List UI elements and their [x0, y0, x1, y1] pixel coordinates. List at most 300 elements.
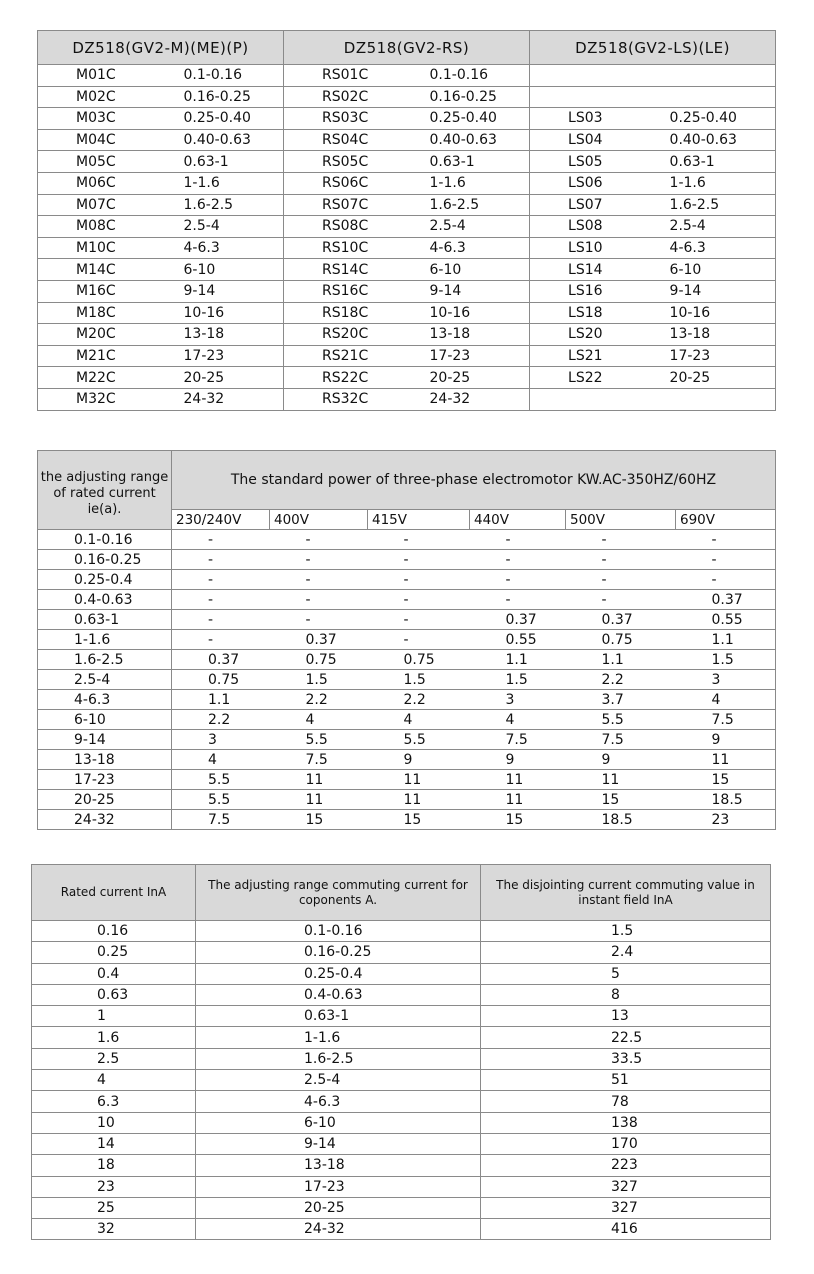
power-value-cell: -	[470, 550, 566, 570]
ls-model-code	[530, 86, 670, 108]
power-value-cell: 2.2	[368, 690, 470, 710]
rated-row	[32, 1070, 771, 1091]
rated-current-cell: 1.6	[32, 1027, 196, 1048]
rs-model-code: RS16C	[284, 280, 430, 302]
power-value-cell: 11	[270, 770, 368, 790]
power-table-body	[38, 530, 776, 830]
ls-model-code: LS08	[530, 216, 670, 238]
ls-model-code	[530, 388, 670, 410]
rated-table-body	[32, 921, 771, 1240]
rs-model-code: RS14C	[284, 259, 430, 281]
power-value-cell: 4	[270, 710, 368, 730]
rs-current-range: 13-18	[430, 324, 530, 346]
ls-current-range: 6-10	[670, 259, 776, 281]
power-value-cell: 1.1	[676, 630, 776, 650]
rs-current-range: 0.16-0.25	[430, 86, 530, 108]
power-row	[38, 730, 776, 750]
power-value-cell: 18.5	[676, 790, 776, 810]
current-range-cell: 1.6-2.5	[38, 650, 172, 670]
power-value-cell: 15	[676, 770, 776, 790]
rated-row	[32, 1176, 771, 1197]
rs-current-range: 0.1-0.16	[430, 65, 530, 87]
power-table-header-row	[38, 451, 776, 510]
power-value-cell: 11	[470, 770, 566, 790]
power-value-cell: 7.5	[566, 730, 676, 750]
model-row	[38, 194, 776, 216]
ls-model-code: LS14	[530, 259, 670, 281]
rs-current-range: 17-23	[430, 345, 530, 367]
power-value-cell: -	[270, 610, 368, 630]
ls-model-code: LS06	[530, 172, 670, 194]
model-range-table	[37, 30, 776, 411]
current-range-cell: 13-18	[38, 750, 172, 770]
model-row	[38, 216, 776, 238]
rs-current-range: 0.25-0.40	[430, 108, 530, 130]
power-value-cell: 7.5	[676, 710, 776, 730]
power-value-cell: 0.55	[470, 630, 566, 650]
rated-row	[32, 1155, 771, 1176]
m-current-range: 0.63-1	[184, 151, 284, 173]
power-row	[38, 550, 776, 570]
power-value-cell: 7.5	[470, 730, 566, 750]
adjusting-range-cell: 1.6-2.5	[196, 1048, 481, 1069]
power-value-cell: -	[270, 590, 368, 610]
rs-model-code: RS06C	[284, 172, 430, 194]
rs-current-range: 24-32	[430, 388, 530, 410]
adjusting-range-cell: 6-10	[196, 1112, 481, 1133]
power-row	[38, 610, 776, 630]
m-current-range: 1.6-2.5	[184, 194, 284, 216]
m-current-range: 0.40-0.63	[184, 129, 284, 151]
rs-model-code: RS01C	[284, 65, 430, 87]
m-model-code: M07C	[38, 194, 184, 216]
power-value-cell: 1.1	[470, 650, 566, 670]
m-model-code: M32C	[38, 388, 184, 410]
m-current-range: 0.25-0.40	[184, 108, 284, 130]
power-value-cell: 1.5	[470, 670, 566, 690]
power-value-cell: 15	[368, 810, 470, 830]
power-value-cell: 15	[470, 810, 566, 830]
ls-model-code: LS03	[530, 108, 670, 130]
rs-model-code: RS02C	[284, 86, 430, 108]
model-row	[38, 367, 776, 389]
power-value-cell: -	[172, 630, 270, 650]
m-current-range: 0.1-0.16	[184, 65, 284, 87]
voltage-header: 440V	[470, 510, 566, 530]
voltage-header: 690V	[676, 510, 776, 530]
power-value-cell: 7.5	[270, 750, 368, 770]
power-row	[38, 590, 776, 610]
disjointing-value-cell: 8	[481, 984, 771, 1005]
ls-current-range	[670, 86, 776, 108]
power-value-cell: 0.75	[172, 670, 270, 690]
rs-model-code: RS18C	[284, 302, 430, 324]
power-value-cell: -	[172, 590, 270, 610]
power-value-cell: 0.37	[470, 610, 566, 630]
power-value-cell: 15	[566, 790, 676, 810]
ls-model-code: LS22	[530, 367, 670, 389]
rs-current-range: 1-1.6	[430, 172, 530, 194]
rated-current-cell: 32	[32, 1219, 196, 1240]
power-value-cell: -	[368, 570, 470, 590]
m-model-code: M03C	[38, 108, 184, 130]
rs-model-code: RS05C	[284, 151, 430, 173]
power-value-cell: -	[368, 630, 470, 650]
rs-current-range: 6-10	[430, 259, 530, 281]
rs-current-range: 1.6-2.5	[430, 194, 530, 216]
model-row	[38, 259, 776, 281]
power-row	[38, 650, 776, 670]
m-model-code: M14C	[38, 259, 184, 281]
power-row	[38, 790, 776, 810]
power-value-cell: 3.7	[566, 690, 676, 710]
rs-model-code: RS32C	[284, 388, 430, 410]
m-model-code: M20C	[38, 324, 184, 346]
power-value-cell: 11	[270, 790, 368, 810]
model-table-body	[38, 65, 776, 411]
power-value-cell: -	[368, 550, 470, 570]
current-range-cell: 0.16-0.25	[38, 550, 172, 570]
rated-row	[32, 921, 771, 942]
adjusting-range-cell: 0.16-0.25	[196, 942, 481, 963]
power-value-cell: -	[368, 530, 470, 550]
disjointing-value-cell: 327	[481, 1176, 771, 1197]
model-row	[38, 237, 776, 259]
power-value-cell: 1.5	[676, 650, 776, 670]
ls-current-range: 9-14	[670, 280, 776, 302]
adjusting-range-cell: 2.5-4	[196, 1070, 481, 1091]
rs-model-code: RS08C	[284, 216, 430, 238]
power-value-cell: 1.1	[172, 690, 270, 710]
ls-current-range: 0.63-1	[670, 151, 776, 173]
ls-model-code: LS04	[530, 129, 670, 151]
power-value-cell: 5.5	[368, 730, 470, 750]
m-current-range: 24-32	[184, 388, 284, 410]
power-row	[38, 770, 776, 790]
model-row	[38, 65, 776, 87]
disjointing-value-cell: 33.5	[481, 1048, 771, 1069]
power-value-cell: 5.5	[270, 730, 368, 750]
adjusting-range-cell: 0.63-1	[196, 1006, 481, 1027]
m-current-range: 20-25	[184, 367, 284, 389]
power-value-cell: 11	[368, 770, 470, 790]
voltage-header: 230/240V	[172, 510, 270, 530]
model-row	[38, 129, 776, 151]
power-row	[38, 570, 776, 590]
power-value-cell: 0.37	[172, 650, 270, 670]
ls-model-code: LS18	[530, 302, 670, 324]
power-value-cell: -	[172, 570, 270, 590]
rated-current-cell: 25	[32, 1197, 196, 1218]
adjusting-range-cell: 17-23	[196, 1176, 481, 1197]
power-value-cell: 4	[676, 690, 776, 710]
adjusting-range-cell: 4-6.3	[196, 1091, 481, 1112]
power-value-cell: 18.5	[566, 810, 676, 830]
power-value-cell: 5.5	[172, 790, 270, 810]
power-value-cell: 1.5	[270, 670, 368, 690]
model-row	[38, 86, 776, 108]
ls-current-range: 4-6.3	[670, 237, 776, 259]
ls-current-range: 0.40-0.63	[670, 129, 776, 151]
adjusting-range-cell: 1-1.6	[196, 1027, 481, 1048]
ls-model-code: LS05	[530, 151, 670, 173]
rs-current-range: 0.63-1	[430, 151, 530, 173]
power-row	[38, 630, 776, 650]
power-value-cell: 5.5	[172, 770, 270, 790]
standard-power-header: The standard power of three-phase electromotor KW.AC-350HZ/60HZ	[172, 451, 776, 510]
ls-current-range	[670, 388, 776, 410]
rated-current-cell: 6.3	[32, 1091, 196, 1112]
rs-model-code: RS07C	[284, 194, 430, 216]
rated-row	[32, 1091, 771, 1112]
rs-model-code: RS10C	[284, 237, 430, 259]
disjointing-value-cell: 138	[481, 1112, 771, 1133]
power-value-cell: -	[470, 590, 566, 610]
rs-model-code: RS04C	[284, 129, 430, 151]
voltage-header: 400V	[270, 510, 368, 530]
disjointing-value-cell: 2.4	[481, 942, 771, 963]
m-model-code: M08C	[38, 216, 184, 238]
rated-current-cell: 0.25	[32, 942, 196, 963]
power-value-cell: -	[270, 530, 368, 550]
power-value-cell: 0.75	[566, 630, 676, 650]
power-value-cell: 9	[676, 730, 776, 750]
power-value-cell: -	[566, 570, 676, 590]
ls-model-code: LS16	[530, 280, 670, 302]
power-row	[38, 690, 776, 710]
power-value-cell: 0.75	[368, 650, 470, 670]
rs-current-range: 0.40-0.63	[430, 129, 530, 151]
current-range-cell: 2.5-4	[38, 670, 172, 690]
power-value-cell: -	[270, 550, 368, 570]
power-value-cell: 3	[470, 690, 566, 710]
power-value-cell: -	[368, 610, 470, 630]
m-current-range: 6-10	[184, 259, 284, 281]
rated-current-cell: 1	[32, 1006, 196, 1027]
power-value-cell: -	[676, 570, 776, 590]
adjusting-range-cell: 20-25	[196, 1197, 481, 1218]
current-range-cell: 9-14	[38, 730, 172, 750]
motor-power-table	[37, 450, 776, 830]
rated-row	[32, 1112, 771, 1133]
rated-row	[32, 1048, 771, 1069]
m-model-code: M02C	[38, 86, 184, 108]
m-model-code: M10C	[38, 237, 184, 259]
disjointing-current-header: The disjointing current commuting value in instant field InA	[481, 865, 771, 921]
current-range-cell: 17-23	[38, 770, 172, 790]
rs-model-code: RS20C	[284, 324, 430, 346]
rated-row	[32, 942, 771, 963]
power-value-cell: 11	[566, 770, 676, 790]
power-row	[38, 670, 776, 690]
ls-current-range: 1-1.6	[670, 172, 776, 194]
rated-current-cell: 0.4	[32, 963, 196, 984]
power-row	[38, 530, 776, 550]
header-gv2-m: DZ518(GV2-M)(ME)(P)	[38, 31, 284, 65]
power-value-cell: 1.5	[368, 670, 470, 690]
adjusting-range-cell: 9-14	[196, 1133, 481, 1154]
model-row	[38, 324, 776, 346]
rated-current-cell: 0.63	[32, 984, 196, 1005]
power-value-cell: 3	[676, 670, 776, 690]
power-value-cell: 11	[676, 750, 776, 770]
ls-model-code: LS20	[530, 324, 670, 346]
power-value-cell: 0.75	[270, 650, 368, 670]
current-range-cell: 0.4-0.63	[38, 590, 172, 610]
rs-current-range: 2.5-4	[430, 216, 530, 238]
adjusting-range-cell: 0.1-0.16	[196, 921, 481, 942]
model-row	[38, 151, 776, 173]
rated-row	[32, 1006, 771, 1027]
power-value-cell: 11	[368, 790, 470, 810]
m-model-code: M04C	[38, 129, 184, 151]
disjointing-value-cell: 1.5	[481, 921, 771, 942]
current-range-cell: 20-25	[38, 790, 172, 810]
model-row	[38, 345, 776, 367]
power-value-cell: -	[270, 570, 368, 590]
power-value-cell: -	[172, 610, 270, 630]
power-value-cell: -	[470, 570, 566, 590]
m-current-range: 1-1.6	[184, 172, 284, 194]
rated-current-header: Rated current InA	[32, 865, 196, 921]
model-row	[38, 280, 776, 302]
rs-current-range: 9-14	[430, 280, 530, 302]
rs-current-range: 20-25	[430, 367, 530, 389]
power-value-cell: 9	[368, 750, 470, 770]
header-gv2-ls: DZ518(GV2-LS)(LE)	[530, 31, 776, 65]
m-model-code: M06C	[38, 172, 184, 194]
rated-table-header-row	[32, 865, 771, 921]
power-value-cell: 5.5	[566, 710, 676, 730]
disjointing-value-cell: 416	[481, 1219, 771, 1240]
adjusting-range-cell: 13-18	[196, 1155, 481, 1176]
rated-current-cell: 18	[32, 1155, 196, 1176]
ls-current-range	[670, 65, 776, 87]
ls-current-range: 1.6-2.5	[670, 194, 776, 216]
power-value-cell: 3	[172, 730, 270, 750]
power-value-cell: 0.37	[270, 630, 368, 650]
disjointing-value-cell: 223	[481, 1155, 771, 1176]
disjointing-value-cell: 327	[481, 1197, 771, 1218]
power-value-cell: 15	[270, 810, 368, 830]
power-value-cell: 11	[470, 790, 566, 810]
power-value-cell: 23	[676, 810, 776, 830]
m-model-code: M18C	[38, 302, 184, 324]
power-value-cell: 4	[172, 750, 270, 770]
disjointing-value-cell: 78	[481, 1091, 771, 1112]
ls-current-range: 13-18	[670, 324, 776, 346]
m-model-code: M22C	[38, 367, 184, 389]
power-value-cell: -	[566, 590, 676, 610]
rs-model-code: RS22C	[284, 367, 430, 389]
m-model-code: M21C	[38, 345, 184, 367]
power-value-cell: 7.5	[172, 810, 270, 830]
current-range-cell: 6-10	[38, 710, 172, 730]
m-current-range: 2.5-4	[184, 216, 284, 238]
ls-model-code: LS10	[530, 237, 670, 259]
ls-current-range: 20-25	[670, 367, 776, 389]
rated-current-cell: 14	[32, 1133, 196, 1154]
power-value-cell: 4	[368, 710, 470, 730]
power-value-cell: -	[172, 530, 270, 550]
rated-current-cell: 4	[32, 1070, 196, 1091]
rs-current-range: 10-16	[430, 302, 530, 324]
rated-current-cell: 23	[32, 1176, 196, 1197]
ls-current-range: 2.5-4	[670, 216, 776, 238]
rs-model-code: RS03C	[284, 108, 430, 130]
power-row	[38, 810, 776, 830]
model-row	[38, 302, 776, 324]
power-value-cell: -	[172, 550, 270, 570]
current-range-cell: 4-6.3	[38, 690, 172, 710]
rated-row	[32, 1133, 771, 1154]
current-range-cell: 24-32	[38, 810, 172, 830]
rated-row	[32, 1197, 771, 1218]
rated-current-cell: 0.16	[32, 921, 196, 942]
ls-current-range: 17-23	[670, 345, 776, 367]
model-table-header-row	[38, 31, 776, 65]
power-value-cell: 0.55	[676, 610, 776, 630]
m-model-code: M01C	[38, 65, 184, 87]
disjointing-value-cell: 22.5	[481, 1027, 771, 1048]
m-current-range: 10-16	[184, 302, 284, 324]
model-row	[38, 172, 776, 194]
ls-current-range: 10-16	[670, 302, 776, 324]
power-value-cell: 0.37	[566, 610, 676, 630]
current-range-cell: 0.1-0.16	[38, 530, 172, 550]
disjointing-value-cell: 5	[481, 963, 771, 984]
model-row	[38, 388, 776, 410]
voltage-header: 415V	[368, 510, 470, 530]
power-value-cell: -	[566, 530, 676, 550]
power-value-cell: -	[566, 550, 676, 570]
power-row	[38, 710, 776, 730]
power-value-cell: -	[676, 550, 776, 570]
power-value-cell: 9	[566, 750, 676, 770]
m-current-range: 4-6.3	[184, 237, 284, 259]
rated-row	[32, 963, 771, 984]
m-current-range: 17-23	[184, 345, 284, 367]
power-value-cell: 2.2	[270, 690, 368, 710]
rated-row	[32, 1027, 771, 1048]
m-current-range: 9-14	[184, 280, 284, 302]
model-row	[38, 108, 776, 130]
ls-model-code: LS07	[530, 194, 670, 216]
header-gv2-rs: DZ518(GV2-RS)	[284, 31, 530, 65]
power-value-cell: 4	[470, 710, 566, 730]
rated-row	[32, 1219, 771, 1240]
current-range-cell: 1-1.6	[38, 630, 172, 650]
disjointing-value-cell: 51	[481, 1070, 771, 1091]
power-value-cell: -	[470, 530, 566, 550]
adjusting-range-cell: 0.4-0.63	[196, 984, 481, 1005]
ls-model-code: LS21	[530, 345, 670, 367]
rated-row	[32, 984, 771, 1005]
power-value-cell: 9	[470, 750, 566, 770]
ls-current-range: 0.25-0.40	[670, 108, 776, 130]
current-range-cell: 0.25-0.4	[38, 570, 172, 590]
power-row	[38, 750, 776, 770]
disjointing-value-cell: 13	[481, 1006, 771, 1027]
power-value-cell: 2.2	[172, 710, 270, 730]
power-value-cell: 2.2	[566, 670, 676, 690]
m-model-code: M16C	[38, 280, 184, 302]
m-current-range: 13-18	[184, 324, 284, 346]
rated-current-cell: 2.5	[32, 1048, 196, 1069]
adjusting-range-cell: 0.25-0.4	[196, 963, 481, 984]
power-value-cell: -	[368, 590, 470, 610]
rated-current-table	[31, 864, 771, 1240]
